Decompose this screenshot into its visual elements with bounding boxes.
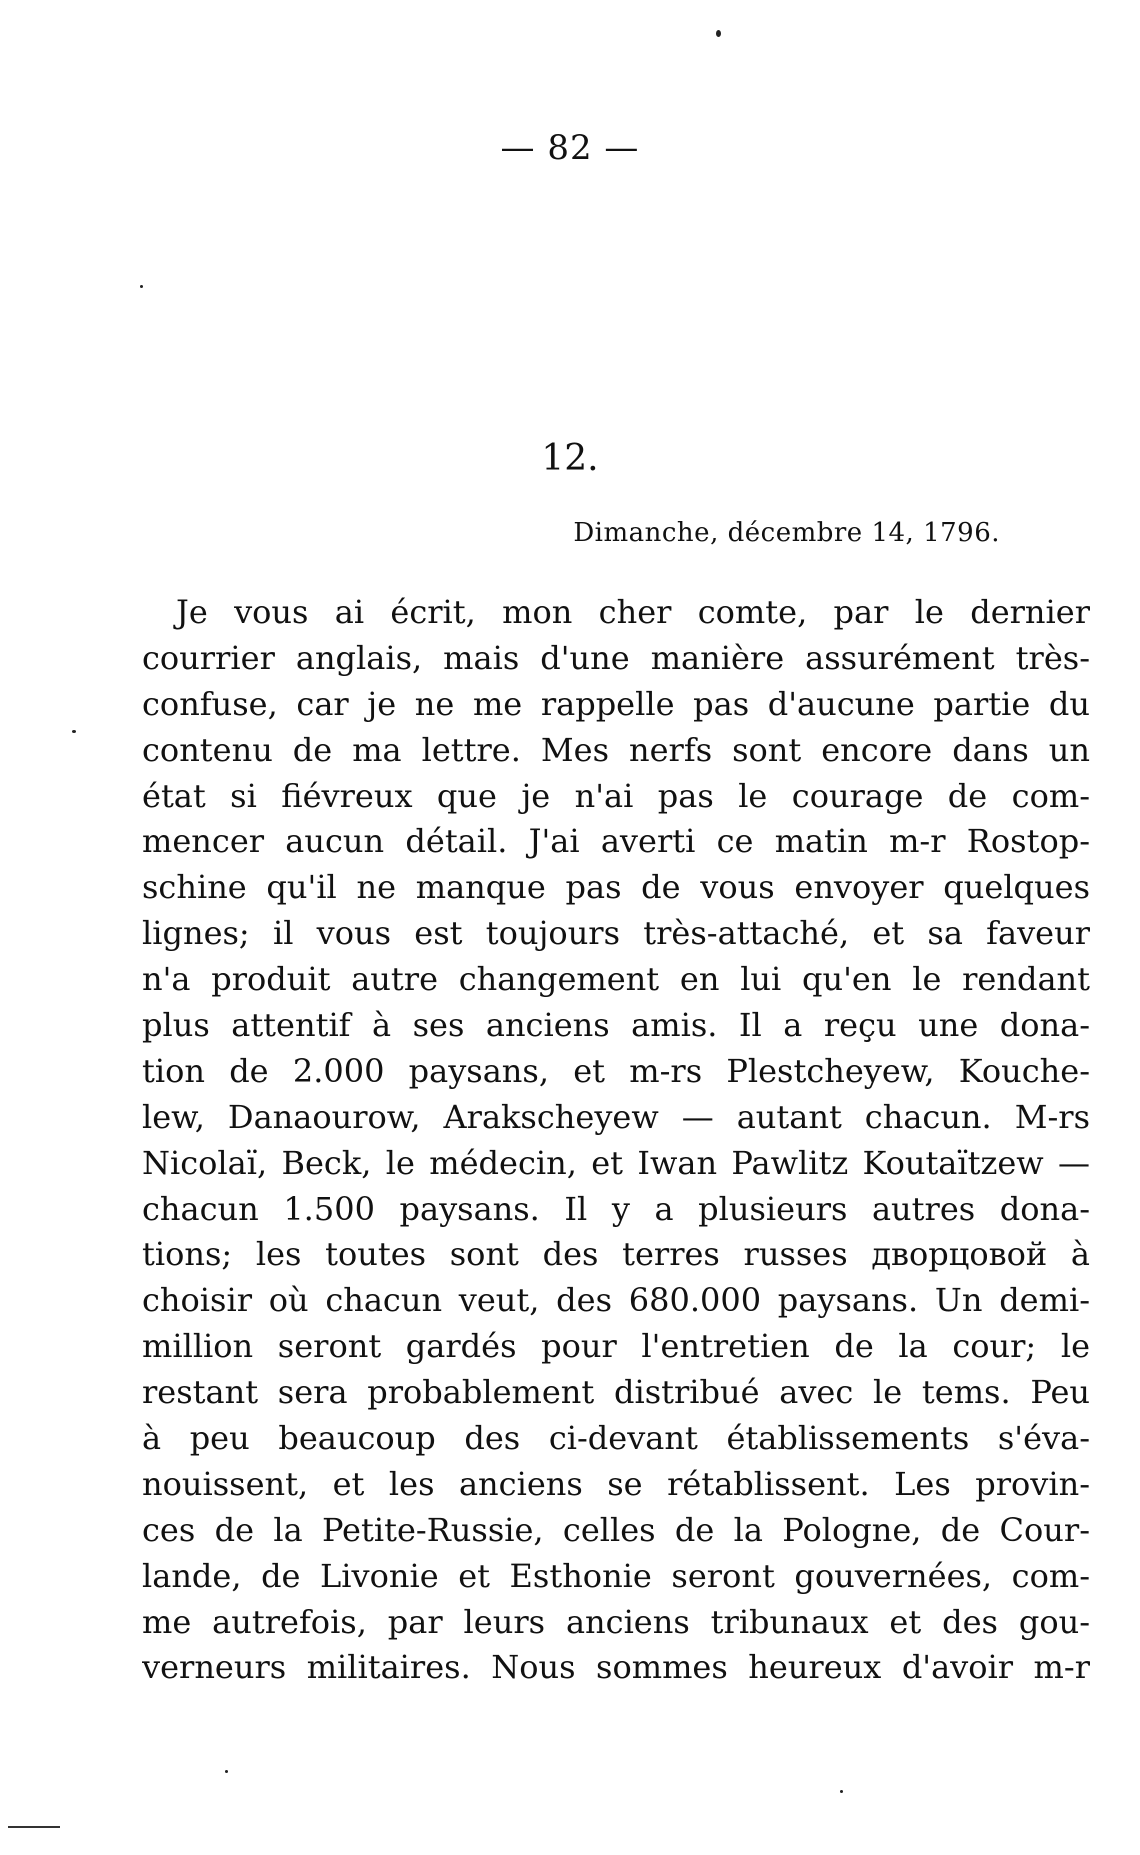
text-line: Nicolaï, Beck, le médecin, et Iwan Pawlitz Koutaïtzew — — [142, 1143, 1090, 1182]
text-line: me autrefois, par leurs anciens tribunaux et des gou- — [142, 1602, 1090, 1641]
text-line: tions; les toutes sont des terres russes дворцовой à — [142, 1235, 1090, 1274]
text-line: tion de 2.000 paysans, et m-rs Plestcheyew, Kouche- — [142, 1051, 1090, 1090]
page-number: — 82 — — [500, 128, 640, 168]
text-line: choisir où chacun veut, des 680.000 paysans. Un demi- — [142, 1281, 1090, 1320]
text-line: verneurs militaires. Nous sommes heureux d'avoir m-r — [142, 1648, 1090, 1687]
scan-speck — [716, 30, 721, 37]
letter-body — [142, 590, 1090, 1691]
scan-speck — [840, 1790, 843, 1793]
text-line: chacun 1.500 paysans. Il y a plusieurs autres dona- — [142, 1189, 1090, 1228]
text-line: contenu de ma lettre. Mes nerfs sont encore dans un — [142, 730, 1090, 769]
text-line: lande, de Livonie et Esthonie seront gouvernées, com- — [142, 1556, 1090, 1595]
text-line: nouissent, et les anciens se rétablissent. Les provin- — [142, 1464, 1090, 1503]
section-number: 12. — [541, 438, 599, 479]
text-line: courrier anglais, mais d'une manière assurément très- — [142, 638, 1090, 677]
text-line: ces de la Petite-Russie, celles de la Pologne, de Cour- — [142, 1510, 1090, 1549]
text-line: million seront gardés pour l'entretien de la cour; le — [142, 1327, 1090, 1366]
scan-margin-mark — [8, 1826, 60, 1828]
text-line: n'a produit autre changement en lui qu'en le rendant — [142, 960, 1090, 999]
text-line: restant sera probablement distribué avec le tems. Peu — [142, 1373, 1090, 1412]
text-line: lew, Danaourow, Arakscheyew — autant chacun. M-rs — [142, 1097, 1090, 1136]
text-line: mencer aucun détail. J'ai averti ce matin m-r Rostop- — [142, 822, 1090, 861]
scan-speck — [225, 1770, 228, 1773]
scan-speck — [72, 730, 76, 733]
text-line: à peu beaucoup des ci-devant établissements s'éva- — [142, 1419, 1090, 1458]
text-line: schine qu'il ne manque pas de vous envoyer quelques — [142, 868, 1090, 907]
letter-dateline: Dimanche, décembre 14, 1796. — [573, 518, 1000, 548]
scan-speck — [140, 285, 143, 288]
text-line: lignes; il vous est toujours très-attaché, et sa faveur — [142, 914, 1090, 953]
text-line: confuse, car je ne me rappelle pas d'aucune partie du — [142, 684, 1090, 723]
text-line: plus attentif à ses anciens amis. Il a reçu une dona- — [142, 1006, 1090, 1045]
text-line: état si fiévreux que je n'ai pas le courage de com- — [142, 776, 1090, 815]
text-line: Je vous ai écrit, mon cher comte, par le dernier — [176, 593, 1090, 631]
